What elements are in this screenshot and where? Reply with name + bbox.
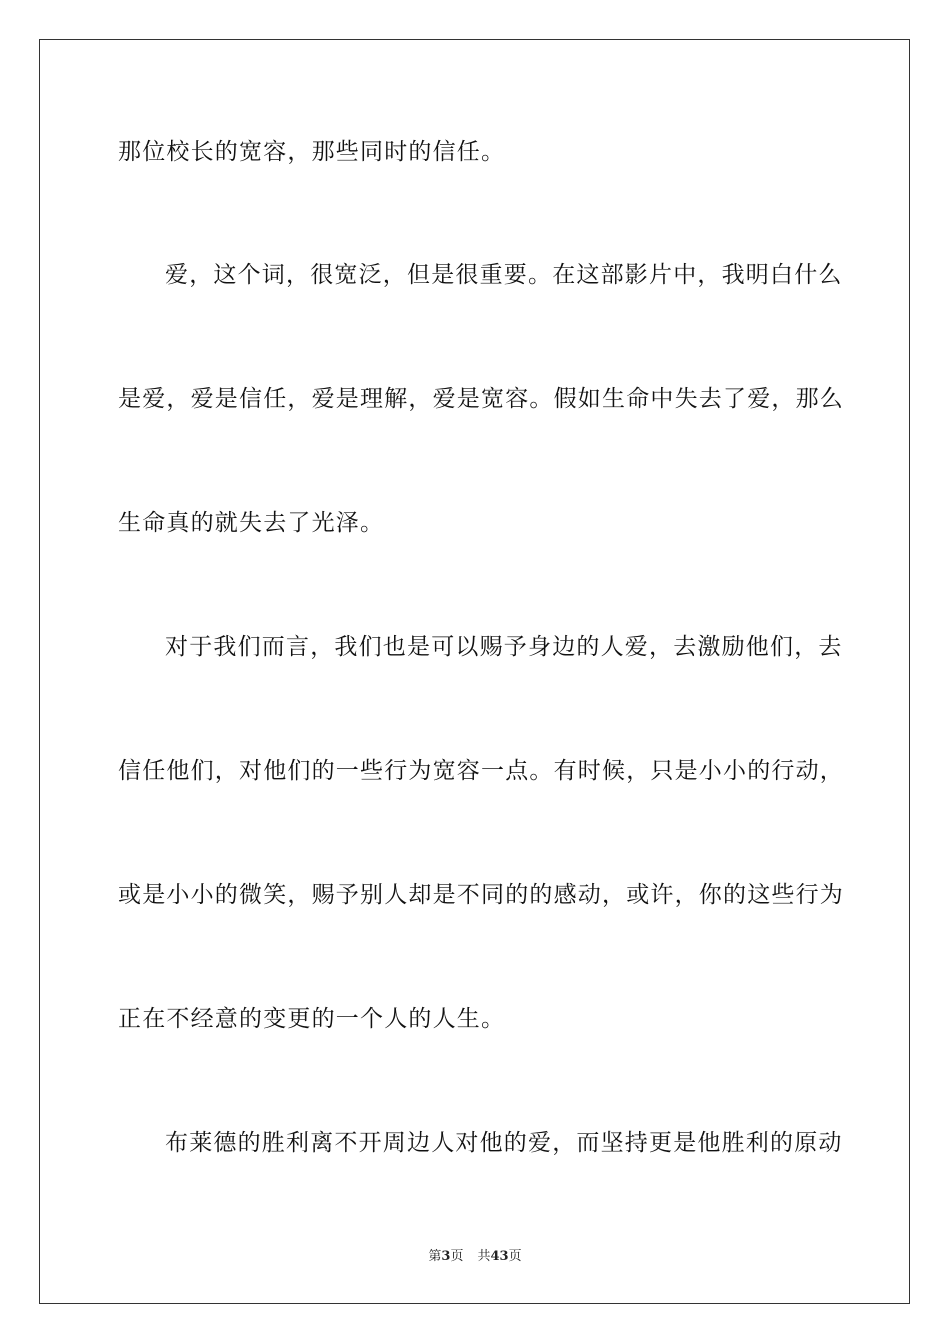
text-line: 生命真的就失去了光泽。 [118, 510, 385, 536]
page-border [39, 39, 910, 1304]
text-line: 布莱德的胜利离不开周边人对他的爱，而坚持更是他胜利的原动 [165, 1130, 843, 1156]
page-suffix: 页 [450, 1249, 464, 1264]
text-line: 正在不经意的变更的一个人的人生。 [118, 1006, 506, 1032]
text-line: 信任他们，对他们的一些行为宽容一点。有时候，只是小小的行动， [118, 758, 844, 784]
text-line: 对于我们而言，我们也是可以赐予身边的人爱，去激励他们，去 [165, 634, 843, 660]
total-prefix: 共 [477, 1249, 491, 1264]
total-suffix: 页 [508, 1249, 522, 1264]
text-line: 或是小小的微笑，赐予别人却是不同的的感动，或许，你的这些行为 [118, 882, 844, 908]
page-prefix: 第 [428, 1249, 442, 1264]
text-line: 是爱，爱是信任，爱是理解，爱是宽容。假如生命中失去了爱，那么 [118, 386, 844, 412]
text-line: 爱，这个词，很宽泛，但是很重要。在这部影片中，我明白什么 [165, 262, 843, 288]
page-footer [0, 1248, 950, 1266]
text-line: 那位校长的宽容，那些同时的信任。 [118, 139, 506, 165]
total-pages: 43 [490, 1249, 509, 1264]
page-number: 3 [441, 1249, 451, 1264]
